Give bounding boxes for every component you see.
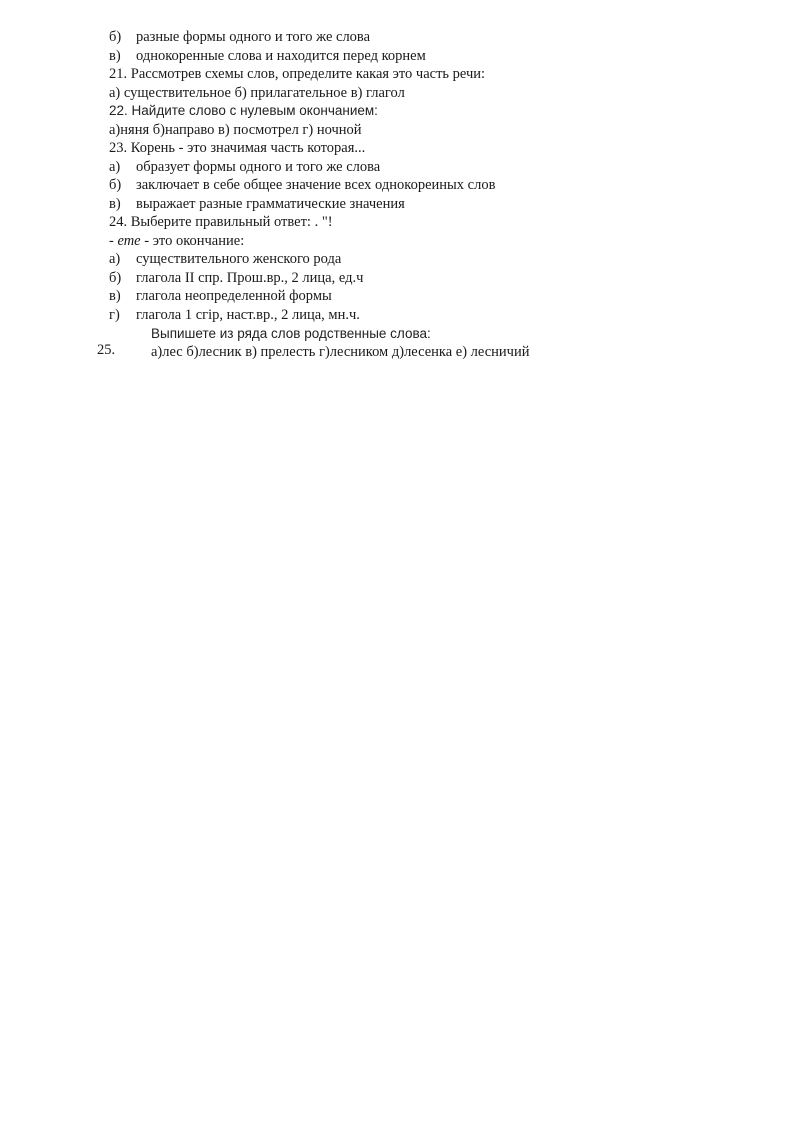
option-text: глагола 1 cгip, наст.вр., 2 лица, мн.ч. [136,306,360,323]
question-23: 23. Корень - это значимая часть которая... [109,140,366,156]
option-text: образует формы одного и того же слова [136,158,381,175]
option-marker: г) [109,306,120,323]
option-marker: в) [109,47,121,64]
option-marker: а) [109,251,121,267]
answer-option [109,28,370,47]
option-text: существительного женского рода [136,251,342,267]
option-text: разные формы одного и того же слова [136,29,371,45]
option-text: однокоренные слова и находится перед корнем [136,47,426,64]
question-25-options: а)лес б)лесник в) прелесть г)лесником д)лесенка е) лесничий [151,344,530,360]
question-21: 21. Рассмотрев схемы слов, определите какая это часть речи: [109,66,486,82]
option-marker: б) [109,269,122,286]
answer-option [109,250,341,269]
question-22-options: а)няня б)направо в) посмотрел г) ночной [109,121,362,138]
subtitle-suffix: - это окончание: [140,232,245,249]
option-marker: а) [109,158,121,175]
question-22: 22. Найдите слово с нулевым окончанием: [109,103,378,118]
option-text: глагола неопределенной формы [136,288,332,304]
question-24: 24. Выберите правильный ответ: . "! [109,214,333,230]
answer-option [109,47,426,66]
answer-option [109,269,363,288]
question-25: Выпишете из ряда слов родственные слова: [151,325,431,341]
answer-option [109,158,380,177]
question-25-number: 25. [97,342,116,358]
question-21-options: а) существительное б) прилагательное в) глагол [109,84,405,101]
subtitle-prefix: - [109,232,118,249]
option-text: выражает разные грамматические значения [136,195,405,212]
answer-option [109,195,405,214]
answer-option [109,287,332,306]
question-24-subtitle [109,232,244,251]
option-text: заключает в себе общее значение всех однокореиных слов [136,177,496,193]
answer-option [109,306,360,325]
option-marker: б) [109,177,122,193]
answer-option [109,176,495,195]
option-marker: в) [109,195,121,212]
option-marker: в) [109,288,121,304]
option-text: глагола II спр. Прош.вр., 2 лица, ед.ч [136,269,364,286]
ending-emphasis: ете [117,232,141,249]
option-marker: б) [109,29,122,45]
